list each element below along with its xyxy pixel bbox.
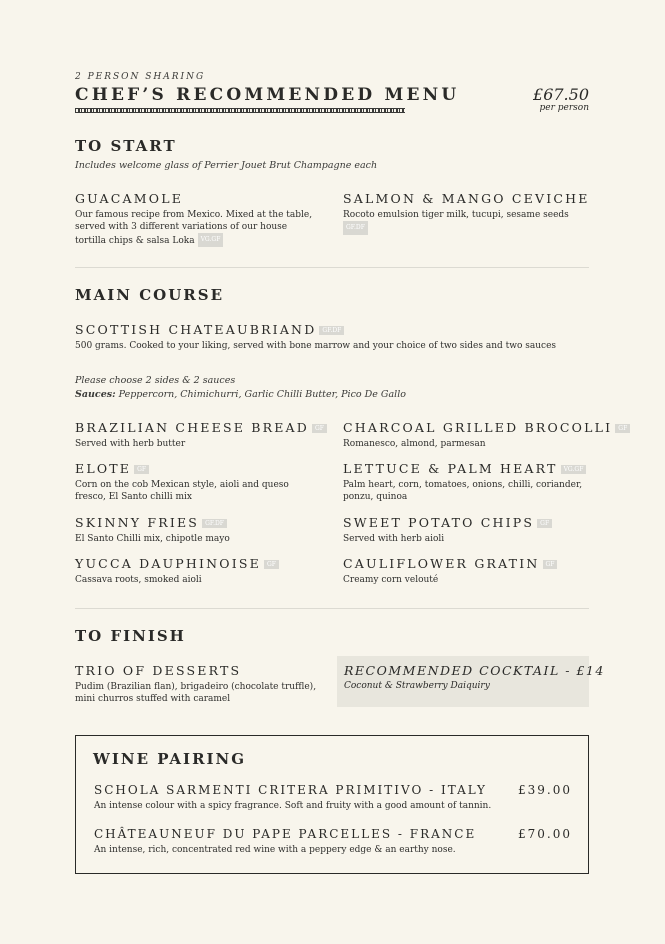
cocktail-title: RECOMMENDED COCKTAIL - £14	[344, 663, 605, 678]
diet-tag: GF	[264, 560, 279, 569]
diet-tag: VG.GF	[198, 233, 224, 247]
dish-name: CHARCOAL GRILLED BROCOLLI	[343, 420, 613, 435]
section-divider	[75, 267, 589, 268]
menu-title: CHEF’S RECOMMENDED MENU	[75, 85, 460, 105]
dish-guacamole	[75, 191, 325, 247]
dish-description: El Santo Chilli mix, chipotle mayo	[75, 534, 230, 544]
cocktail-box	[337, 656, 605, 707]
dish-name: TRIO OF DESSERTS	[75, 663, 242, 678]
dish-name: CAULIFLOWER GRATIN	[343, 556, 540, 571]
section-divider	[75, 608, 589, 609]
section-title-main: MAIN COURSE	[75, 286, 225, 304]
dish-name: SCOTTISH CHATEAUBRIAND	[75, 322, 317, 337]
greek-key-divider	[75, 108, 405, 113]
dish-description: 500 grams. Cooked to your liking, served with bone marrow and your choice of two sides and two sauces	[75, 341, 557, 351]
side-item	[75, 461, 325, 503]
start-subtitle: Includes welcome glass of Perrier Jouet Brut Champagne each	[75, 160, 378, 171]
side-item	[343, 461, 589, 503]
dish-description: tortilla chips & salsa Loka	[75, 236, 195, 246]
dish-description: Served with herb aioli	[343, 534, 445, 544]
side-item	[343, 420, 628, 450]
diet-tag: VG.GF	[561, 465, 587, 474]
wine-name: SCHOLA SARMENTI CRITERA PRIMITIVO - ITALY	[94, 783, 487, 797]
diet-tag: GF.DF	[202, 519, 227, 528]
dish-ceviche	[343, 191, 589, 235]
diet-tag: GF.DF	[343, 221, 368, 235]
side-item	[343, 515, 589, 545]
dish-name: YUCCA DAUPHINOISE	[75, 556, 261, 571]
wine-price: £70.00	[518, 827, 572, 841]
dish-description: served with 3 different variations of our house	[75, 222, 288, 232]
dish-description: fresco, El Santo chilli mix	[75, 492, 192, 502]
wine-pairing-title: WINE PAIRING	[93, 750, 247, 768]
dish-desserts	[75, 663, 330, 705]
side-item	[343, 556, 589, 586]
dish-description: Creamy corn velouté	[343, 575, 439, 585]
dish-name: LETTUCE & PALM HEART	[343, 461, 558, 476]
dish-description: Romanesco, almond, parmesan	[343, 439, 486, 449]
section-title-finish: TO FINISH	[75, 627, 186, 645]
dish-description: mini churros stuffed with caramel	[75, 694, 231, 704]
dish-description: Served with herb butter	[75, 439, 186, 449]
dish-name: GUACAMOLE	[75, 191, 184, 206]
diet-tag: GF.DF	[319, 326, 344, 335]
dish-chateaubriand	[75, 322, 589, 352]
side-item	[75, 556, 325, 586]
side-item	[75, 420, 337, 450]
sauces-label: Sauces:	[75, 389, 116, 400]
dish-description: Corn on the cob Mexican style, aioli and queso	[75, 480, 289, 490]
menu-price: £67.50	[533, 85, 589, 104]
side-item	[75, 515, 325, 545]
wine-price: £39.00	[518, 783, 572, 797]
dish-name: SKINNY FRIES	[75, 515, 200, 530]
diet-tag: GF	[312, 424, 327, 433]
dish-description: Pudim (Brazilian flan), brigadeiro (chocolate truffle),	[75, 682, 317, 692]
section-title-start: TO START	[75, 137, 177, 155]
diet-tag: GF	[134, 465, 149, 474]
diet-tag: GF	[615, 424, 630, 433]
dish-description: Cassava roots, smoked aioli	[75, 575, 202, 585]
dish-description: Our famous recipe from Mexico. Mixed at the table,	[75, 210, 313, 220]
cocktail-description: Coconut & Strawberry Daiquiry	[344, 681, 490, 691]
wine-description: An intense, rich, concentrated red wine with a peppery edge & an earthy nose.	[94, 845, 456, 855]
dish-name: BRAZILIAN CHEESE BREAD	[75, 420, 309, 435]
wine-name: CHÂTEAUNEUF DU PAPE PARCELLES - FRANCE	[94, 827, 477, 841]
dish-description: Rocoto emulsion tiger milk, tucupi, sesame seeds	[343, 210, 569, 220]
menu-kicker: 2 PERSON SHARING	[75, 72, 206, 82]
diet-tag: GF	[537, 519, 552, 528]
dish-description: Palm heart, corn, tomatoes, onions, chilli, coriander,	[343, 480, 583, 490]
dish-description: ponzu, quinoa	[343, 492, 408, 502]
dish-name: ELOTE	[75, 461, 132, 476]
dish-name: SWEET POTATO CHIPS	[343, 515, 535, 530]
diet-tag: GF	[543, 560, 558, 569]
wine-description: An intense colour with a spicy fragrance. Soft and fruity with a good amount of tannin.	[94, 801, 492, 811]
menu-price-note: per person	[539, 103, 589, 113]
wine-pairing-box	[75, 735, 589, 874]
sides-instruction: Please choose 2 sides & 2 sauces	[75, 375, 236, 386]
sauces-line	[75, 389, 406, 400]
dish-name: SALMON & MANGO CEVICHE	[343, 191, 590, 206]
sauces-list: Peppercorn, Chimichurri, Garlic Chilli Butter, Pico De Gallo	[118, 389, 406, 400]
